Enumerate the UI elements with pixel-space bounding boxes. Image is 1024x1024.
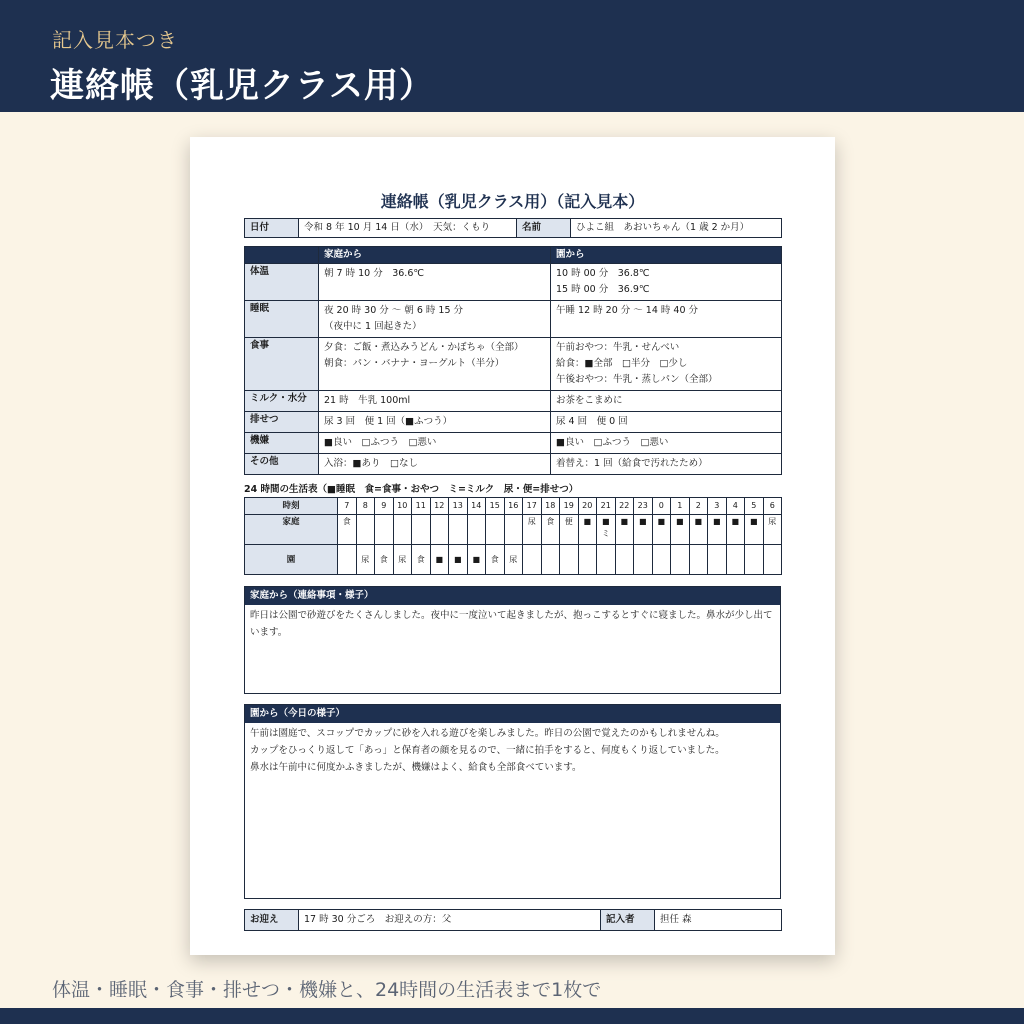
home-hour-cell: ■ <box>745 515 764 545</box>
school-note-line: 午前は園庭で、スコップでカップに砂を入れる遊びを楽しみました。昨日の公園で覚えたのかもしれませんね。 <box>250 728 725 739</box>
home-hour-cell <box>504 515 523 545</box>
record-line: 夜 20 時 30 分 〜 朝 6 時 15 分 <box>324 305 464 316</box>
name-value: ひよこ組 あおいちゃん（1 歳 2 か月） <box>571 219 782 238</box>
school-hour-cell: 食 <box>486 545 505 575</box>
home-hour-cell: ■ <box>615 515 634 545</box>
footer-bar <box>0 1008 1024 1024</box>
school-hour-cell <box>541 545 560 575</box>
record-home-cell <box>319 454 551 475</box>
hour-cell: 23 <box>634 498 653 515</box>
school-hour-cell <box>634 545 653 575</box>
school-hour-cell <box>597 545 616 575</box>
home-hour-cell <box>356 515 375 545</box>
home-hour-cell: 便 <box>560 515 579 545</box>
home-hour-cell <box>393 515 412 545</box>
record-line: 尿 3 回 便 1 回（■ふつう） <box>324 416 453 427</box>
home-note-title: 家庭から（連絡事項・様子） <box>245 587 780 605</box>
pickup-value: 17 時 30 分ごろ お迎えの方：父 <box>299 910 601 931</box>
hour-cell: 2 <box>689 498 708 515</box>
record-row-label: ミルク・水分 <box>245 391 319 412</box>
home-hour-cell <box>430 515 449 545</box>
hour-cell: 3 <box>708 498 727 515</box>
record-school-cell <box>551 338 782 391</box>
record-line: 夕食：ご飯・煮込みうどん・かぼちゃ（全部） <box>324 342 524 353</box>
record-line: （夜中に 1 回起きた） <box>324 321 422 332</box>
home-hour-cell: ■ <box>671 515 690 545</box>
record-line: 給食：■全部 □半分 □少し <box>556 358 688 369</box>
pickup-label: お迎え <box>245 910 299 931</box>
record-line: 21 時 牛乳 100ml <box>324 395 411 406</box>
record-row-label: 体温 <box>245 264 319 301</box>
home-note-box <box>244 586 781 694</box>
school-hour-cell: 食 <box>412 545 431 575</box>
record-line: 10 時 00 分 36.8℃ <box>556 268 650 279</box>
hour-cell: 6 <box>763 498 782 515</box>
school-hour-cell <box>671 545 690 575</box>
footer-table <box>244 909 782 931</box>
hour-cell: 0 <box>652 498 671 515</box>
record-row-label: 睡眠 <box>245 301 319 338</box>
daily-record-table <box>244 246 782 475</box>
home-hour-cell <box>412 515 431 545</box>
record-school-cell <box>551 412 782 433</box>
col-home-header: 家庭から <box>319 247 551 264</box>
school-hour-cell <box>523 545 542 575</box>
life-table-title: 24 時間の生活表（■睡眠 食=食事・おやつ ミ=ミルク 尿・便=排せつ） <box>244 484 579 495</box>
writer-label: 記入者 <box>601 910 655 931</box>
home-hour-cell <box>449 515 468 545</box>
record-row-label: 食事 <box>245 338 319 391</box>
record-home-cell <box>319 391 551 412</box>
document-preview <box>190 137 835 955</box>
record-row <box>245 454 782 475</box>
date-name-table <box>244 218 782 238</box>
school-row-label: 園 <box>245 545 338 575</box>
hour-cell: 14 <box>467 498 486 515</box>
record-home-cell <box>319 433 551 454</box>
school-note-text <box>245 723 780 778</box>
hour-cell: 8 <box>356 498 375 515</box>
home-hour-cell: ■ <box>634 515 653 545</box>
record-school-cell <box>551 264 782 301</box>
home-hour-cell: 尿 <box>763 515 782 545</box>
home-hour-cell: 食 <box>338 515 357 545</box>
school-note-line: 鼻水は午前中に何度かふきましたが、機嫌はよく、給食も全部食べています。 <box>250 762 582 773</box>
page-header <box>0 0 1024 112</box>
corner-cell <box>245 247 319 264</box>
record-row-label: 機嫌 <box>245 433 319 454</box>
hour-cell: 17 <box>523 498 542 515</box>
school-hour-cell <box>726 545 745 575</box>
record-row <box>245 391 782 412</box>
home-hour-cell: ■ <box>726 515 745 545</box>
home-hour-cell <box>486 515 505 545</box>
hour-cell: 18 <box>541 498 560 515</box>
record-school-cell <box>551 433 782 454</box>
hour-cell: 7 <box>338 498 357 515</box>
record-home-cell <box>319 412 551 433</box>
record-line: ■良い □ふつう □悪い <box>324 437 437 448</box>
home-hour-cell: ■ <box>578 515 597 545</box>
hour-cell: 1 <box>671 498 690 515</box>
record-home-cell <box>319 264 551 301</box>
hour-cell: 22 <box>615 498 634 515</box>
header-title: 連絡帳（乳児クラス用） <box>50 66 434 106</box>
record-row <box>245 264 782 301</box>
school-hour-cell: 尿 <box>504 545 523 575</box>
home-note-text: 昨日は公園で砂遊びをたくさんしました。夜中に一度泣いて起きましたが、抱っこするとすぐに寝ました。鼻水が少し出ています。 <box>250 610 773 638</box>
home-hour-cell: ■ <box>708 515 727 545</box>
record-line: ■良い □ふつう □悪い <box>556 437 669 448</box>
record-line: 15 時 00 分 36.9℃ <box>556 284 650 295</box>
writer-value: 担任 森 <box>655 910 782 931</box>
record-row-label: 排せつ <box>245 412 319 433</box>
school-hour-cell: 食 <box>375 545 394 575</box>
school-note-line: カップをひっくり返して「あっ」と保育者の顔を見るので、一緒に拍手をすると、何度もくり返していました。 <box>250 745 725 756</box>
school-hour-cell <box>560 545 579 575</box>
record-line: 尿 4 回 便 0 回 <box>556 416 628 427</box>
school-hour-cell: 尿 <box>393 545 412 575</box>
life-table <box>244 497 782 575</box>
document-title: 連絡帳（乳児クラス用）（記入見本） <box>380 192 645 211</box>
school-hour-cell: ■ <box>430 545 449 575</box>
record-home-cell <box>319 301 551 338</box>
home-row-label: 家庭 <box>245 515 338 545</box>
school-note-title: 園から（今日の様子） <box>245 705 780 723</box>
record-row <box>245 301 782 338</box>
hour-cell: 4 <box>726 498 745 515</box>
record-line: 着替え：1 回（給食で汚れたため） <box>556 458 708 469</box>
record-line: 朝 7 時 10 分 36.6℃ <box>324 268 425 279</box>
hour-row-label: 時刻 <box>245 498 338 515</box>
name-label: 名前 <box>517 219 571 238</box>
record-row-label: その他 <box>245 454 319 475</box>
hour-cell: 20 <box>578 498 597 515</box>
date-label: 日付 <box>245 219 299 238</box>
hour-cell: 9 <box>375 498 394 515</box>
record-line: 午睡 12 時 20 分 〜 14 時 40 分 <box>556 305 699 316</box>
school-hour-cell <box>578 545 597 575</box>
home-hour-cell: ■ ミ <box>597 515 616 545</box>
school-hour-cell <box>689 545 708 575</box>
record-school-cell <box>551 301 782 338</box>
home-hour-cell: 食 <box>541 515 560 545</box>
record-row <box>245 433 782 454</box>
record-school-cell <box>551 454 782 475</box>
school-hour-cell: 尿 <box>356 545 375 575</box>
footer-caption: 体温・睡眠・食事・排せつ・機嫌と、24時間の生活表まで1枚で <box>52 979 602 1001</box>
home-hour-cell <box>467 515 486 545</box>
school-hour-cell <box>745 545 764 575</box>
record-line: お茶をこまめに <box>556 395 623 406</box>
school-hour-cell <box>708 545 727 575</box>
hour-cell: 5 <box>745 498 764 515</box>
school-hour-cell: ■ <box>467 545 486 575</box>
hour-cell: 19 <box>560 498 579 515</box>
school-hour-cell <box>338 545 357 575</box>
school-hour-cell: ■ <box>449 545 468 575</box>
home-hour-cell: ■ <box>652 515 671 545</box>
record-line: 午後おやつ：牛乳・蒸しパン（全部） <box>556 374 718 385</box>
school-hour-cell <box>615 545 634 575</box>
home-hour-cell <box>375 515 394 545</box>
home-hour-cell: 尿 <box>523 515 542 545</box>
col-school-header: 園から <box>551 247 782 264</box>
hour-cell: 10 <box>393 498 412 515</box>
record-line: 午前おやつ：牛乳・せんべい <box>556 342 680 353</box>
hour-cell: 15 <box>486 498 505 515</box>
home-hour-cell: ■ <box>689 515 708 545</box>
school-hour-cell <box>763 545 782 575</box>
hour-cell: 16 <box>504 498 523 515</box>
header-subtitle: 記入見本つき <box>52 28 178 52</box>
hour-cell: 11 <box>412 498 431 515</box>
record-home-cell <box>319 338 551 391</box>
school-hour-cell <box>652 545 671 575</box>
hour-cell: 21 <box>597 498 616 515</box>
record-line: 入浴：■あり □なし <box>324 458 418 469</box>
date-value: 令和 8 年 10 月 14 日（水） 天気：くもり <box>299 219 517 238</box>
hour-cell: 13 <box>449 498 468 515</box>
record-row <box>245 338 782 391</box>
record-school-cell <box>551 391 782 412</box>
hour-cell: 12 <box>430 498 449 515</box>
record-line: 朝食：パン・バナナ・ヨーグルト（半分） <box>324 358 505 369</box>
school-note-box <box>244 704 781 899</box>
record-row <box>245 412 782 433</box>
